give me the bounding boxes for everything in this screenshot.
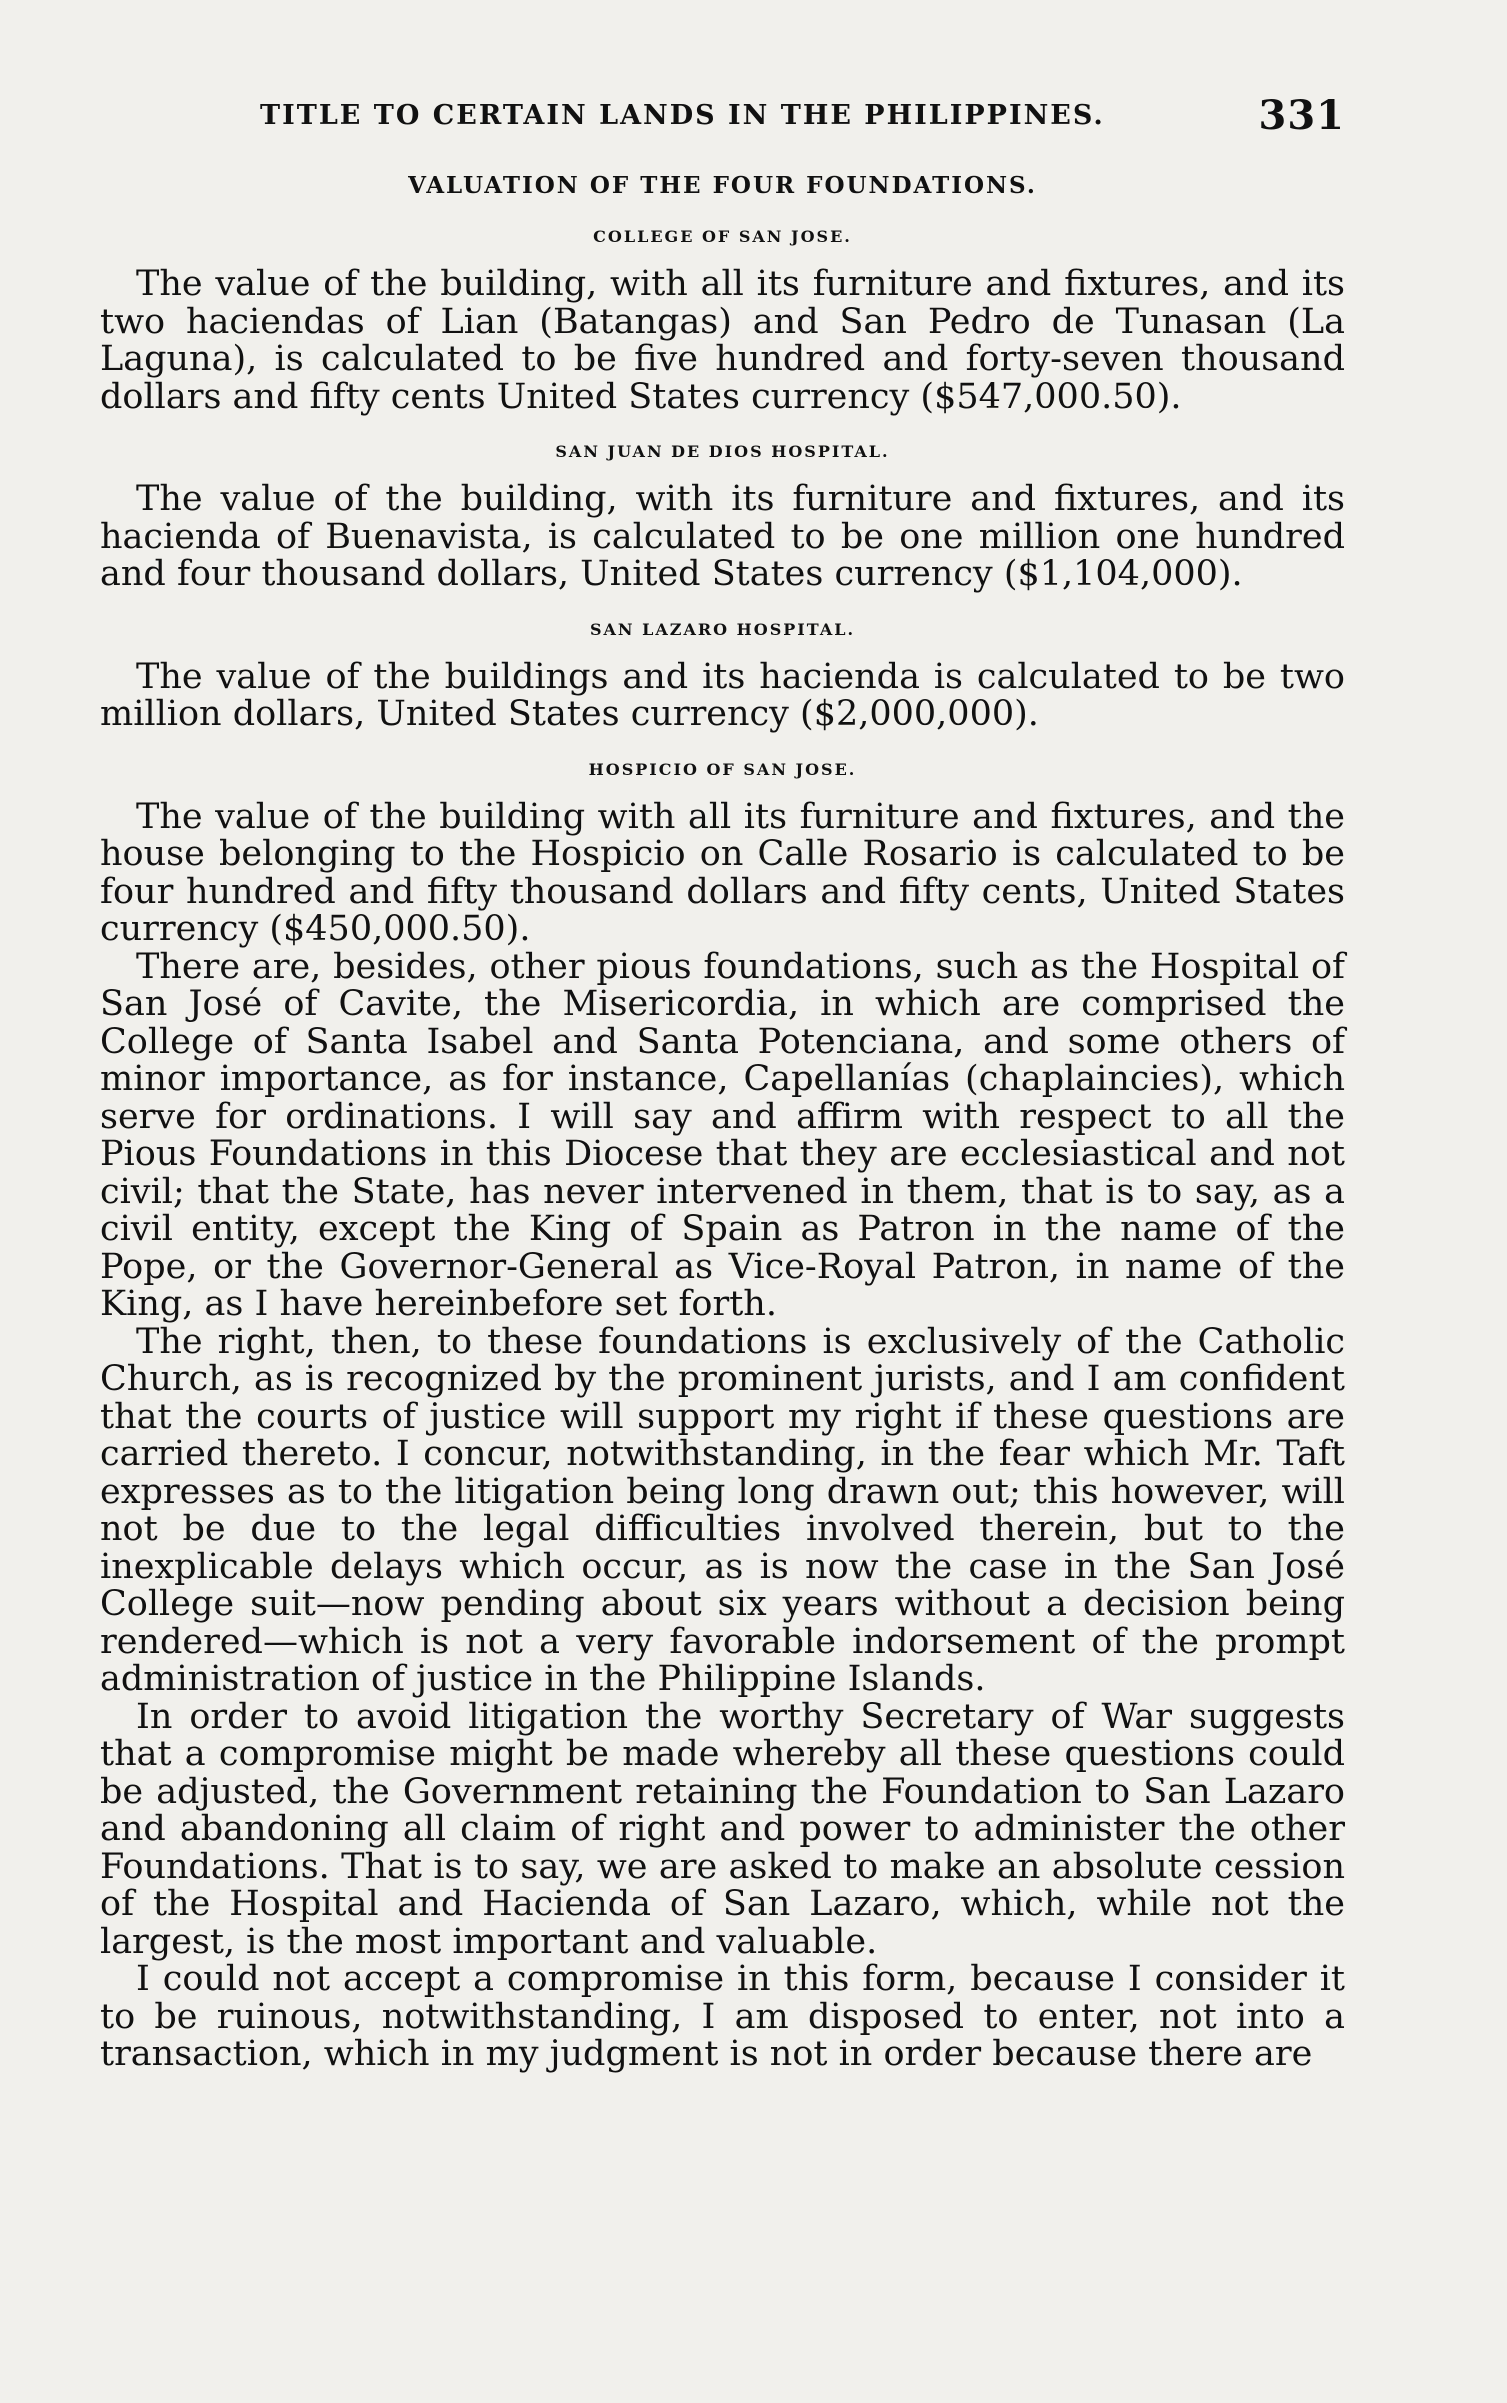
paragraph-compromise-suggestion: In order to avoid litigation the worthy Secretary of War suggests that a compromise might be made whereby all these questions could be adjusted, the Government retaining the Foundation to San Lazaro and abandoning all claim of right and power to administer the other Foundations. That is to say, we are asked to make an absolute cession of the Hospital and Hacienda of San Lazaro, which, while not the largest, is the most important and valuable. [100, 1696, 1345, 1962]
section-heading-college-of-san-jose: COLLEGE OF SAN JOSE. [593, 227, 852, 246]
running-header [100, 92, 1345, 152]
section-heading-san-juan-de-dios: SAN JUAN DE DIOS HOSPITAL. [555, 442, 890, 461]
page-number: 331 [1258, 92, 1345, 139]
section-text-san-juan-de-dios: The value of the building, with its furniture and fixtures, and its hacienda of Buenavista, is calculated to be one million one hundred and four thousand dollars, United States currency ($1,104,000). [100, 479, 1345, 594]
section-text-san-lazaro: The value of the buildings and its hacienda is calculated to be two million dollars, United States currency ($2,000,000). [100, 656, 1345, 734]
document-page [100, 92, 1345, 2382]
section-text-hospicio-of-san-jose: The value of the building with all its furniture and fixtures, and the house belonging to the Hospicio on Calle Rosario is calculated to be four hundred and fifty thousand dollars and fifty cents, United States currency ($450,000.50). [100, 796, 1345, 949]
paragraph-right-of-church: The right, then, to these foundations is exclusively of the Catholic Church, as is recognized by the prominent jurists, and I am confident that the courts of justice will support my right if these questions are carried thereto. I concur, notwithstanding, in the fear which Mr. Taft expresses as to the litigation being long drawn out; this however, will not be due to the legal difficulties involved therein, but to the inexplicable delays which occur, as is now the case in the San José College suit—now pending about six years without a decision being rendered—which is not a very favorable indorsement of the prompt administration of justice in the Philippine Islands. [100, 1321, 1345, 1699]
running-title: TITLE TO CERTAIN LANDS IN THE PHILIPPINES. [260, 100, 1105, 131]
main-heading: VALUATION OF THE FOUR FOUNDATIONS. [408, 172, 1037, 199]
section-heading-hospicio-of-san-jose: HOSPICIO OF SAN JOSE. [588, 759, 857, 779]
paragraph-refusal: I could not accept a compromise in this form, because I consider it to be ruinous, notwithstanding, I am disposed to enter, not into a transaction, which in my judgment is not in order because there are [100, 1959, 1345, 2074]
section-heading-san-lazaro: SAN LAZARO HOSPITAL. [589, 619, 856, 639]
section-text-college-of-san-jose: The value of the building, with all its furniture and fixtures, and its two haciendas of Lian (Batangas) and San Pedro de Tunasan (La Laguna), is calculated to be five hundred and forty-seven thousand dollars and fifty cents United States currency ($547,000.50). [100, 264, 1345, 417]
paragraph-pious-foundations: There are, besides, other pious foundations, such as the Hospital of San José of Cavite, the Misericordia, in which are comprised the College of Santa Isabel and Santa Potenciana, and some others of minor importance, as for instance, Capellanías (chaplaincies), which serve for ordinations. I will say and affirm with respect to all the Pious Foundations in this Diocese that they are ecclesiastical and not civil; that the State, has never intervened in them, that is to say, as a civil entity, except the King of Spain as Patron in the name of the Pope, or the Governor-General as Vice-Royal Patron, in name of the King, as I have hereinbefore set forth. [100, 946, 1345, 1324]
